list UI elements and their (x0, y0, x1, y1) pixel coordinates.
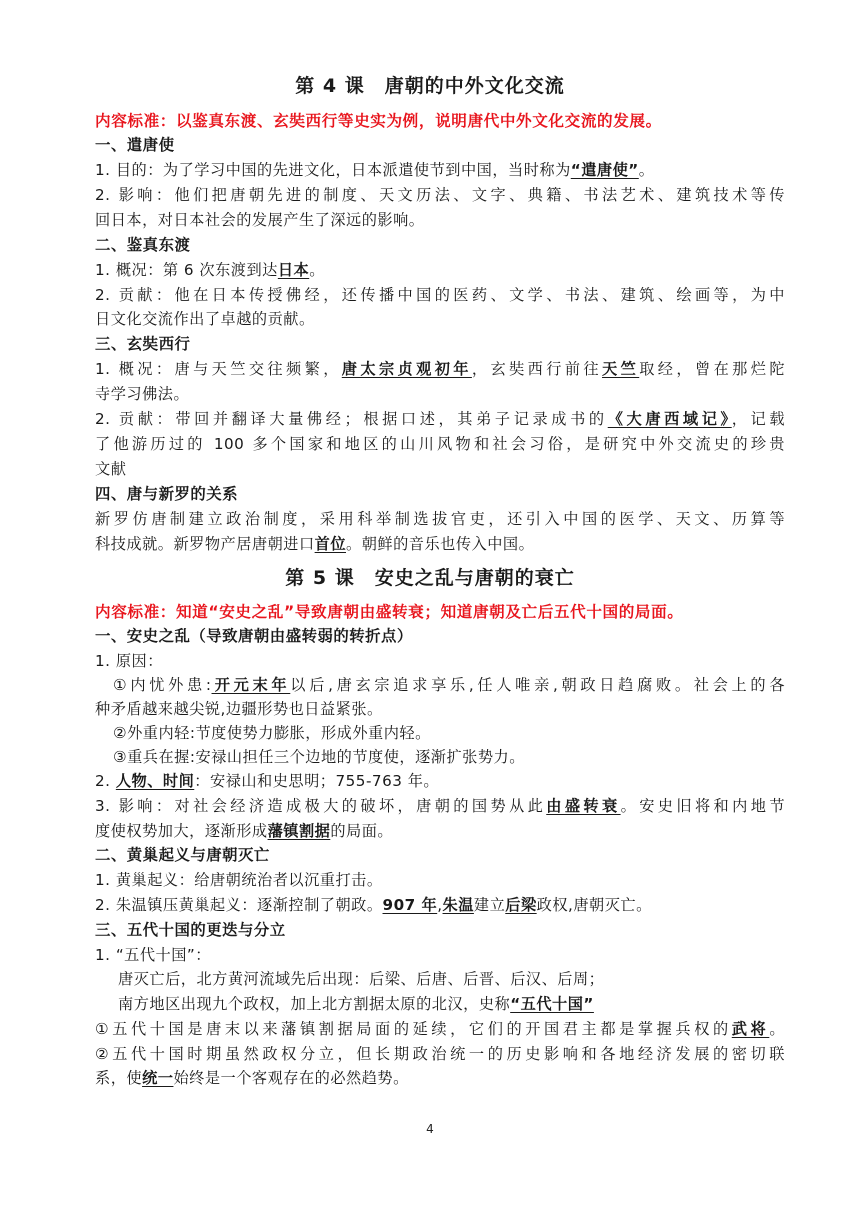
page-number: 4 (426, 1122, 434, 1136)
lesson4-section2-heading: 二、鉴真东渡 (95, 236, 191, 254)
lesson5-s2-point1: 1. 黄巢起义：给唐朝统治者以沉重打击。 (95, 871, 383, 889)
lesson5-cause3: ③重兵在握:安禄山担任三个边地的节度使，逐渐扩张势力。 (113, 748, 525, 766)
keyword-zhenguan: 唐太宗贞观初年 (341, 360, 472, 378)
keyword-fanzhen: 藩镇割据 (267, 822, 331, 840)
lesson4-s2-point1: 1. 概况：第 6 次东渡到达日本。 (95, 261, 325, 279)
lesson5-s2-point2: 2. 朱温镇压黄巢起义：逐渐控制了朝政。907 年,朱温建立后梁政权,唐朝灭亡。 (95, 896, 652, 914)
lesson4-standard: 内容标准：以鉴真东渡、玄奘西行等史实为例，说明唐代中外文化交流的发展。 (95, 112, 662, 130)
lesson5-s3-point1: 1. “五代十国”： (95, 946, 211, 964)
lesson4-section1-heading: 一、遣唐使 (95, 136, 175, 154)
lesson5-title: 第 5 课 安史之乱与唐朝的衰亡 (285, 567, 575, 589)
lesson5-s3-note2-line1: ②五代十国时期虽然政权分立，但长期政治统一的历史影响和各地经济发展的密切联 (95, 1045, 785, 1063)
lesson5-section1-heading: 一、安史之乱（导致唐朝由盛转弱的转折点） (95, 627, 413, 645)
lesson5-s3-note2-line2: 系，使统一始终是一个客观存在的必然趋势。 (95, 1069, 409, 1087)
keyword-tianzhu: 天竺 (602, 360, 640, 378)
lesson4-title: 第 4 课 唐朝的中外文化交流 (295, 75, 565, 97)
lesson5-cause-heading: 1. 原因： (95, 652, 163, 670)
lesson5-cause2: ②外重内轻:节度使势力膨胀，形成外重内轻。 (113, 724, 431, 742)
keyword-unification: 统一 (142, 1069, 174, 1087)
lesson4-s4-line1: 新罗仿唐制建立政治制度，采用科举制选拔官吏，还引入中国的医学、天文、历算等 (95, 510, 785, 528)
lesson4-s3-point2-line3: 文献 (95, 460, 127, 478)
lesson4-section3-heading: 三、玄奘西行 (95, 335, 191, 353)
lesson4-s1-point2-line1: 2. 影响：他们把唐朝先进的制度、天文历法、文字、典籍、书法艺术、建筑技术等传 (95, 186, 785, 204)
keyword-wudai-shiguo: “五代十国” (510, 995, 594, 1013)
lesson5-standard: 内容标准：知道“安史之乱”导致唐朝由盛转衰；知道唐朝及亡后五代十国的局面。 (95, 603, 684, 621)
lesson5-cause1-line1: ①内忧外患:开元末年以后,唐玄宗追求享乐,任人唯亲,朝政日趋腐败。社会上的各 (113, 676, 786, 694)
keyword-kaiyuan: 开元末年 (211, 676, 291, 694)
lesson5-s3-line3: 南方地区出现九个政权，加上北方割据太原的北汉，史称“五代十国” (118, 995, 594, 1013)
lesson5-point3-line1: 3. 影响：对社会经济造成极大的破坏，唐朝的国势从此由盛转衰。安史旧将和内地节 (95, 797, 786, 815)
lesson4-s2-point2-line2: 日文化交流作出了卓越的贡献。 (95, 310, 315, 328)
lesson4-section4-heading: 四、唐与新罗的关系 (95, 485, 239, 503)
lesson5-point3-line2: 度使权势加大，逐渐形成藩镇割据的局面。 (95, 822, 394, 840)
lesson5-cause1-line2: 种矛盾越来越尖锐,边疆形势也日益紧张。 (95, 700, 383, 718)
lesson5-s3-line2: 唐灭亡后，北方黄河流域先后出现：后梁、后唐、后晋、后汉、后周； (118, 970, 605, 988)
keyword-qiantangshi: “遣唐使” (570, 161, 639, 179)
lesson4-s1-point2-line2: 回日本，对日本社会的发展产生了深远的影响。 (95, 211, 425, 229)
keyword-first-place: 首位 (314, 535, 346, 553)
lesson4-s2-point2-line1: 2. 贡献：他在日本传授佛经，还传播中国的医药、文学、书法、建筑、绘画等，为中 (95, 286, 785, 304)
lesson5-section3-heading: 三、五代十国的更迭与分立 (95, 921, 286, 939)
keyword-decline: 由盛转衰 (546, 797, 621, 815)
lesson4-s3-point1-line2: 寺学习佛法。 (95, 385, 190, 403)
lesson5-section2-heading: 二、黄巢起义与唐朝灭亡 (95, 846, 270, 864)
lesson4-s4-line2: 科技成就。新罗物产居唐朝进口首位。朝鲜的音乐也传入中国。 (95, 535, 535, 553)
keyword-zhuwen: 朱温 (442, 896, 474, 914)
lesson4-s3-point2-line2: 了他游历过的 100 多个国家和地区的山川风物和社会习俗，是研究中外交流史的珍贵 (95, 435, 785, 453)
lesson5-point2: 2. 人物、时间：安禄山和史思明；755-763 年。 (95, 772, 440, 790)
keyword-datang-xiyuji: 《大唐西域记》 (607, 410, 732, 428)
lesson4-s3-point2-line1: 2. 贡献：带回并翻译大量佛经；根据口述，其弟子记录成书的《大唐西域记》，记载 (95, 410, 786, 428)
keyword-people-time: 人物、时间 (115, 772, 195, 790)
lesson4-s1-point1: 1. 目的：为了学习中国的先进文化，日本派遣使节到中国，当时称为“遣唐使”。 (95, 161, 655, 179)
keyword-wujiang: 武将 (731, 1020, 770, 1038)
lesson4-s3-point1-line1: 1. 概况：唐与天竺交往频繁，唐太宗贞观初年，玄奘西行前往天竺取经，曾在那烂陀 (95, 360, 786, 378)
lesson5-s3-note1: ①五代十国是唐末以来藩镇割据局面的延续，它们的开国君主都是掌握兵权的武将。 (95, 1020, 786, 1038)
keyword-japan: 日本 (277, 261, 310, 279)
keyword-houliang: 后梁 (505, 896, 537, 914)
keyword-907: 907 年 (382, 896, 438, 914)
